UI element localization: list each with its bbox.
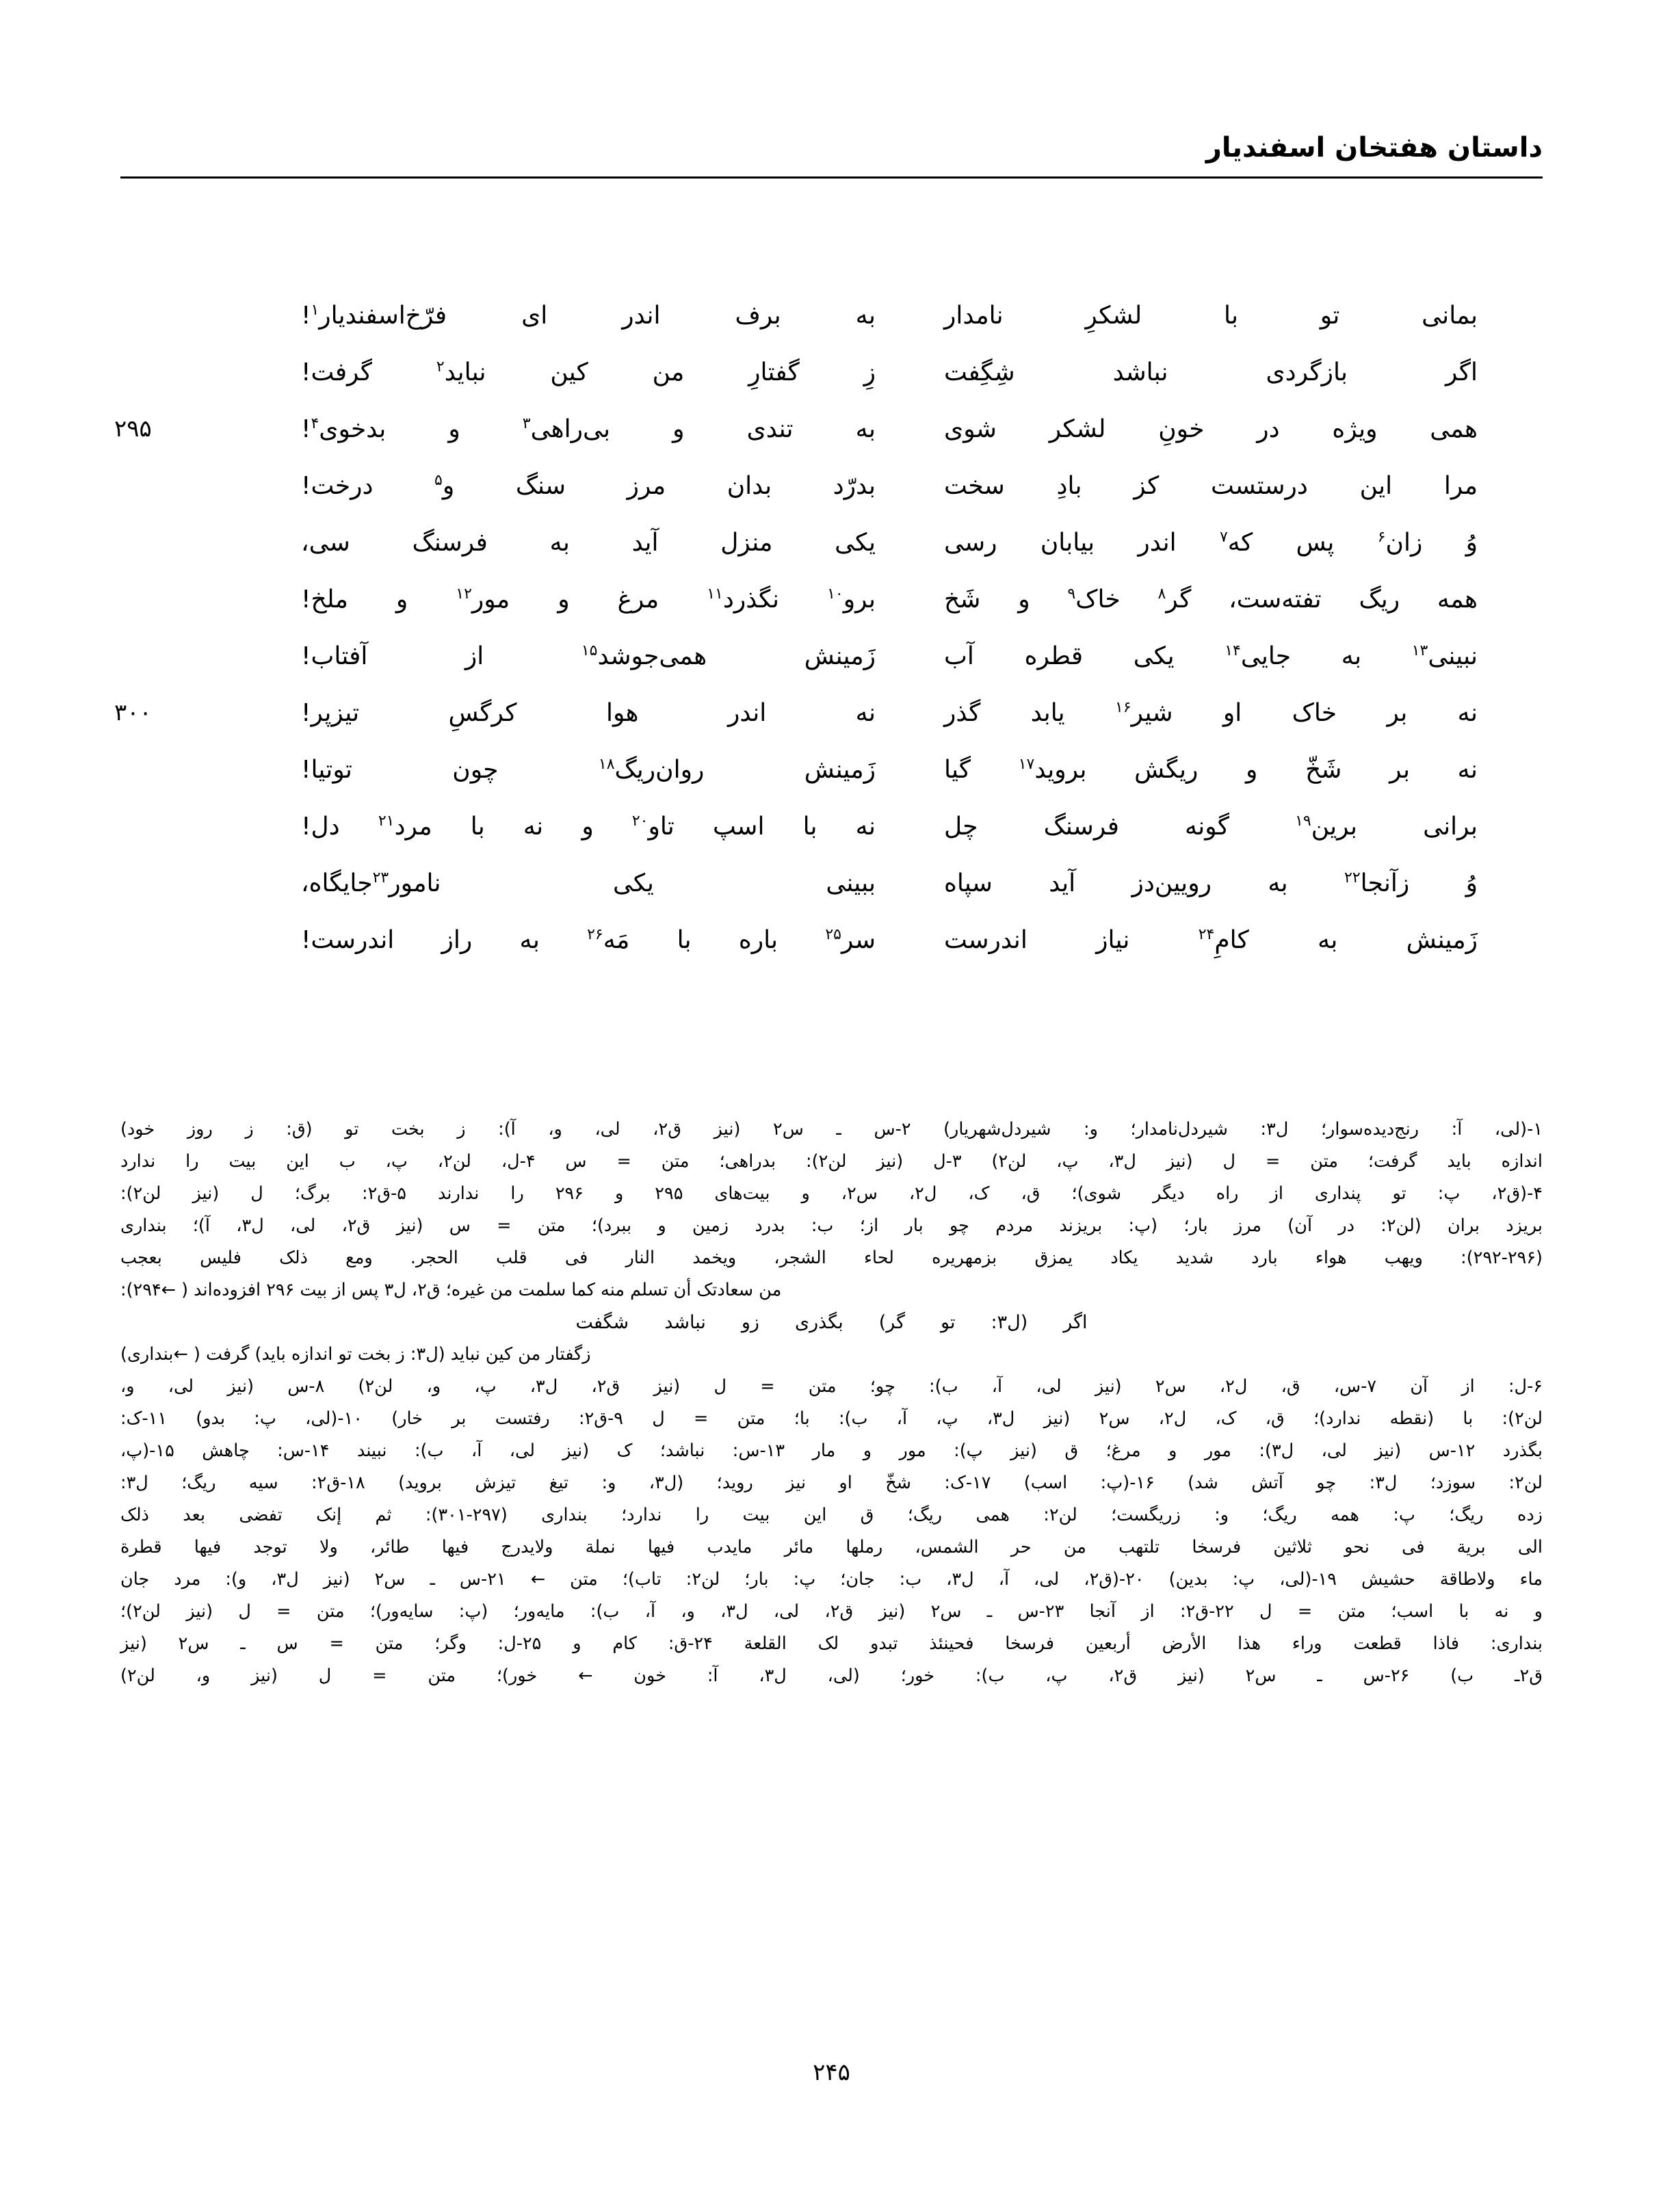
hemistich-right: نه بر خاک او شیر$^{۱۶}$ یابد گذر [944, 699, 1478, 727]
hemistich-left: سر$^{۲۵}$ باره با مَه$^{۲۶}$ به راز اندرست! [301, 926, 876, 954]
hemistich-right: مرا این درستست کز بادِ سخت [944, 472, 1478, 500]
note-line: لن۲): با (نقطه ندارد)؛ ق، ک، ل۲، س۲ (نیز ل۳، پ، آ، ب): با؛ متن = ل ۹-ق۲: رفتست بر خار) ۱۰-(لی، پ: بدو) ۱۱-ک: [120, 1408, 1543, 1429]
hemistich-right: اگر بازگردی نباشد شِگِفت [944, 358, 1478, 386]
hemistich-right: وُ زان$^۶$ پس که$^۷$ اندر بیابان رسی [944, 529, 1478, 557]
hemistich-right: بمانی تو با لشکرِ نامدار [944, 302, 1478, 330]
note-line: لن۲: سوزد؛ ل۳: چو آتش شد) ۱۶-(پ: اسب) ۱۷-ک: شخّ او نیز روید؛ (ل۳، و: تیغ تیزش بروید) ۱۸-ق۲: سیه ریگ؛ ل۳: [120, 1473, 1543, 1493]
inserted-verse-line-2: زگفتار من کین نباید (ل۳: ز بخت تو اندازه باید) گرفت ( ←بنداری) [120, 1344, 591, 1365]
hemistich-left: نه با اسپ تاو$^{۲۰}$ و نه با مرد$^{۲۱}$ دل! [301, 813, 876, 841]
inserted-verse-word: بگذری [794, 1312, 843, 1333]
verse-row [120, 458, 1543, 514]
verse-number: ۳۰۰ [114, 699, 152, 726]
verse-row [120, 344, 1543, 401]
verse-row [120, 798, 1543, 855]
hemistich-left: برو$^{۱۰}$ نگذرد$^{۱۱}$ مرغ و مور$^{۱۲}$ و ملخ! [301, 585, 876, 614]
page-number: ۲۴۵ [813, 2059, 850, 2086]
verse-row [120, 514, 1543, 571]
inserted-verse-word: اگر [1063, 1312, 1088, 1333]
verse-number: ۲۹۵ [114, 415, 152, 443]
hemistich-right: همه ریگ تفته‌ست، گر$^۸$ خاک$^۹$ و شَخ [944, 585, 1478, 614]
note-line: الی بریة فی نحو ثلاثین فرسخا تلتهب من حر الشمس، رملها مائر مایدب فیها نملة ولایدرج فیها طائر، ولا توجد فیها قطرة [120, 1537, 1543, 1557]
verse-row [120, 855, 1543, 912]
note-line: ۶-ل: از آن ۷-س، ق، ل۲، س۲ (نیز لی، آ، ب): چو؛ متن = ل (نیز ق۲، ل۳، پ، و، لن۲) ۸-س (نیز لی، و، [120, 1376, 1543, 1397]
inserted-verse-line [120, 1306, 1543, 1339]
note-line: بگذرد ۱۲-س (نیز لی، ل۳): مور و مرغ؛ ق (نیز پ): مور و مار ۱۳-س: نباشد؛ ک (نیز لی، آ، ب): نبیند ۱۴-س: چاهش ۱۵-(پ، [120, 1440, 1543, 1461]
hemistich-right: نبینی$^{۱۳}$ به جایی$^{۱۴}$ یکی قطره آب [944, 642, 1478, 670]
verse-block [114, 287, 1543, 969]
hemistich-right: زَمینش به کامِ$^{۲۴}$ نیاز اندرست [944, 926, 1478, 954]
running-head [120, 134, 1543, 192]
hemistich-left: بدرّد بدان مرز سنگ و$^۵$ درخت! [301, 472, 876, 500]
verse-row [120, 912, 1543, 969]
verse-row [114, 685, 1543, 741]
note-line: ماء ولاطاقة حشیش ۱۹-(لی، پ: بدین) ۲۰-(ق۲، لی، آ، ل۳، ب: جان؛ پ: بار؛ لن۲: تاب)؛ متن ← ۲۱-س ـ س۲ (نیز ل۳، و): مرد جان [120, 1569, 1543, 1590]
verse-row [120, 287, 1543, 344]
critical-apparatus [120, 1114, 1543, 1692]
note-line: ۴-(ق۲، پ: تو پنداری از راه دیگر شوی)؛ ق، ک، ل۲، س۲، و بیت‌های ۲۹۵ و ۲۹۶ را ندارند ۵-ق۲: برگ؛ ل (نیز لن۲): [120, 1183, 1543, 1204]
note-line: (۲۹۲-۲۹۶): ویهب هواء بارد شدید یکاد یمزق بزمهریره لحاء الشجر، ویخمد النار فی قلب الحجر. ومع ذلک فلیس بعجب [120, 1248, 1543, 1268]
inserted-verse-word: گر) [878, 1312, 906, 1333]
hemistich-right: وُ زآنجا$^{۲۲}$ به رویین‌دز آید سپاه [944, 869, 1478, 897]
hemistich-right: همی ویژه در خونِ لشکر شوی [944, 415, 1478, 443]
inserted-verse-word: تو [941, 1312, 956, 1333]
verse-row [120, 741, 1543, 798]
inserted-verse-word: شگفت [575, 1312, 629, 1333]
verse-row [120, 571, 1543, 628]
hemistich-left: به تندی و بی‌راهی$^۳$ و بدخوی$^۴$! [301, 415, 876, 443]
hemistich-right: نه بر شَخّ و ریگش بروید$^{۱۷}$ گیا [944, 756, 1478, 784]
note-line: اندازه باید گرفت؛ متن = ل (نیز ل۳، پ، لن۲) ۳-ل (نیز لن۲): بدراهی؛ متن = س ۴-ل، لن۲، پ، ب این بیت را ندارد [120, 1151, 1543, 1172]
running-head-title: داستان هفتخان اسفندیار [1205, 132, 1543, 163]
note-line: و نه با اسب؛ متن = ل ۲۲-ق۲: از آنجا ۲۳-س ـ س۲ (نیز ق۲، لی، ل۳، و، آ، ب): مایه‌ور؛ (پ: سایه‌ور)؛ متن = ل (نیز لن۲)؛ [120, 1601, 1543, 1622]
hemistich-left: ببینی یکی نامور$^{۲۳}$جایگاه، [301, 869, 876, 897]
hemistich-left: زَمینش روان‌ریگ$^{۱۸}$ چون توتیا! [301, 756, 876, 784]
note-line: بریزد بران (لن۲: در آن) مرز بار؛ (پ: بریزند مردم چو بار از؛ ب: بدرد زمین و ببرد)؛ متن = س (نیز ق۲، لی، ل۳، آ)؛ بنداری [120, 1215, 1543, 1236]
header-divider [120, 176, 1543, 179]
hemistich-right: برانی برین$^{۱۹}$ گونه فرسنگ چل [944, 813, 1478, 841]
note-line: ۱-(لی، آ: رنج‌دیده‌سوار؛ ل۳: شیردل‌نامدار؛ و: شیردل‌شهریار) ۲-س ـ س۲ (نیز ق۲، لی، و، آ): ز بخت تو (ق: ز روز خود) [120, 1119, 1543, 1140]
note-line: ق۲ـ ب) ۲۶-س ـ س۲ (نیز ق۲، پ، ب): خور؛ (لی، ل۳، آ: خون ← خور)؛ متن = ل (نیز و، لن۲) [120, 1665, 1543, 1686]
inserted-verse-word: (ل۳: [991, 1312, 1028, 1333]
inserted-verse-word: نباشد [664, 1312, 706, 1333]
inserted-verse-word: زو [741, 1312, 759, 1333]
hemistich-left: زِ گفتارِ من کین نباید$^۲$ گرفت! [301, 358, 876, 386]
note-line: زده ریگ؛ پ: همه ریگ؛ و: زریگست؛ لن۲: همی ریگ؛ ق این بیت را ندارد؛ بنداری (۲۹۷-۳۰۱): ثم إنک تفضی بعد ذلک [120, 1505, 1543, 1525]
hemistich-left: یکی منزل آید به فرسنگ سی، [301, 529, 876, 557]
verse-row [120, 628, 1543, 685]
verse-row [114, 401, 1543, 458]
note-line: بنداری: فاذا قطعت وراء هذا الأرض أربعین فرسخا فحینئذ تبدو لک القلعة ۲۴-ق: کام و ۲۵-ل: وگر؛ متن = س ـ س۲ (نیز [120, 1633, 1543, 1654]
hemistich-left: زَمینش همی‌جوشد$^{۱۵}$ از آفتاب! [301, 642, 876, 670]
note-line: من سعادتک أن تسلم منه کما سلمت من غیره؛ ق۲، ل۳ پس از بیت ۲۹۶ افزوده‌اند ( ←۲۹۴): [120, 1280, 782, 1300]
hemistich-left: نه اندر هوا کرگسِ تیزپر! [301, 699, 876, 727]
hemistich-left: به برف اندر ای فرّخ‌اسفندیار$^۱$! [301, 302, 876, 330]
